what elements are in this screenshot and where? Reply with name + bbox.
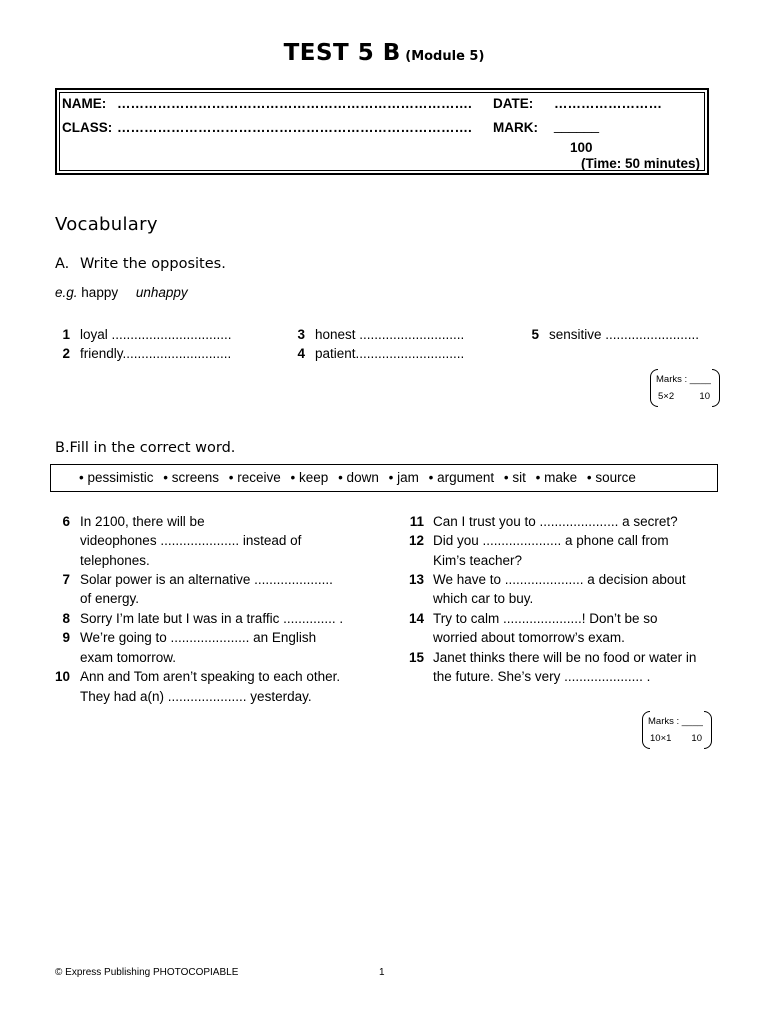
mark-field[interactable]: ______ xyxy=(554,118,600,133)
question-number: 10 xyxy=(54,669,70,684)
question-number: 7 xyxy=(62,572,70,587)
test-title xyxy=(0,40,768,66)
item-number: 3 xyxy=(297,327,305,342)
question-text: exam tomorrow. xyxy=(80,650,177,665)
question-text[interactable]: Solar power is an alternative ..................... xyxy=(80,572,333,587)
word-bank-item: • argument xyxy=(428,470,495,485)
marks-bracket-right xyxy=(704,711,712,749)
question-number: 12 xyxy=(408,533,424,548)
mark-total: 100 xyxy=(570,140,593,155)
question-text: Kim’s teacher? xyxy=(433,553,523,568)
item-number: 2 xyxy=(62,346,70,361)
time-limit: (Time: 50 minutes) xyxy=(581,156,701,171)
question-text: Ann and Tom aren’t speaking to each other. xyxy=(80,669,341,684)
question-text[interactable]: Sorry I’m late but I was in a traffic .............. . xyxy=(80,611,344,626)
title-module: (Module 5) xyxy=(405,49,485,64)
word-bank-item: • source xyxy=(586,470,636,485)
example-line xyxy=(55,285,188,300)
marks-label: Marks : ____ xyxy=(656,374,711,385)
example-answer: unhappy xyxy=(135,285,188,300)
word-bank-item: • jam xyxy=(388,470,419,485)
question-text[interactable]: We have to ..................... a decision about xyxy=(433,572,686,587)
opposite-item-answer[interactable]: patient............................. xyxy=(315,346,465,361)
word-bank-item: • receive xyxy=(228,470,281,485)
marks-label: Marks : ____ xyxy=(648,716,703,727)
word-bank-list xyxy=(79,470,642,485)
item-number: 1 xyxy=(62,327,70,342)
question-text[interactable]: We’re going to ..................... an English xyxy=(80,630,317,645)
question-text[interactable]: Try to calm .....................! Don’t be so xyxy=(433,611,658,626)
name-label: NAME: xyxy=(62,96,107,111)
section-a-instruction: Write the opposites. xyxy=(80,256,226,272)
date-field[interactable]: …………………… xyxy=(554,96,662,111)
word-bank xyxy=(50,464,718,492)
opposite-item-answer[interactable]: friendly............................. xyxy=(80,346,232,361)
question-text[interactable]: They had a(n) ..................... yesterday. xyxy=(80,689,312,704)
page-number: 1 xyxy=(379,967,385,978)
section-heading-vocabulary: Vocabulary xyxy=(55,214,158,235)
marks-box-section-b xyxy=(642,711,712,747)
marks-total: 10 xyxy=(691,733,702,744)
question-number: 8 xyxy=(62,611,70,626)
opposite-item-answer[interactable]: sensitive ......................... xyxy=(549,327,700,342)
marks-calculation: 5×2 xyxy=(658,391,675,402)
question-number: 14 xyxy=(408,611,424,626)
word-bank-item: • keep xyxy=(290,470,329,485)
question-text: telephones. xyxy=(80,553,150,568)
class-field[interactable]: ……………………………………………………………………. xyxy=(117,120,472,135)
question-text: worried about tomorrow’s exam. xyxy=(433,630,625,645)
question-number: 13 xyxy=(408,572,424,587)
word-bank-item: • pessimistic xyxy=(79,470,154,485)
marks-calculation: 10×1 xyxy=(650,733,672,744)
word-bank-item: • make xyxy=(535,470,578,485)
question-text[interactable]: videophones ..................... instead of xyxy=(80,533,302,548)
word-bank-item: • down xyxy=(338,470,379,485)
mark-label: MARK: xyxy=(493,120,538,135)
question-text[interactable]: Did you ..................... a phone call from xyxy=(433,533,669,548)
question-text: of energy. xyxy=(80,591,140,606)
question-number: 9 xyxy=(62,630,70,645)
item-number: 5 xyxy=(531,327,539,342)
marks-box-section-a xyxy=(650,369,720,405)
question-text: which car to buy. xyxy=(433,591,534,606)
footer-copyright: © Express Publishing PHOTOCOPIABLE xyxy=(55,967,239,978)
section-b-instruction: B.Fill in the correct word. xyxy=(55,440,236,456)
word-bank-item: • screens xyxy=(163,470,220,485)
question-text: In 2100, there will be xyxy=(80,514,205,529)
opposite-item-answer[interactable]: loyal ................................ xyxy=(80,327,232,342)
section-a-letter: A. xyxy=(55,256,70,272)
question-text[interactable]: Can I trust you to ..................... a secret? xyxy=(433,514,678,529)
question-number: 15 xyxy=(408,650,424,665)
question-number: 6 xyxy=(62,514,70,529)
question-number: 11 xyxy=(409,514,424,529)
class-label: CLASS: xyxy=(62,120,113,135)
question-text[interactable]: the future. She’s very ..................... . xyxy=(433,669,651,684)
item-number: 4 xyxy=(297,346,305,361)
question-text: Janet thinks there will be no food or water in xyxy=(433,650,697,665)
marks-bracket-right xyxy=(712,369,720,407)
example-word: happy xyxy=(81,285,119,300)
name-field[interactable]: ……………………………………………………………………. xyxy=(117,96,472,111)
example-prefix: e.g. xyxy=(55,285,78,300)
word-bank-item: • sit xyxy=(503,470,526,485)
marks-total: 10 xyxy=(699,391,710,402)
opposite-item-answer[interactable]: honest ............................ xyxy=(315,327,465,342)
date-label: DATE: xyxy=(493,96,534,111)
title-main: TEST 5 B xyxy=(283,40,401,66)
